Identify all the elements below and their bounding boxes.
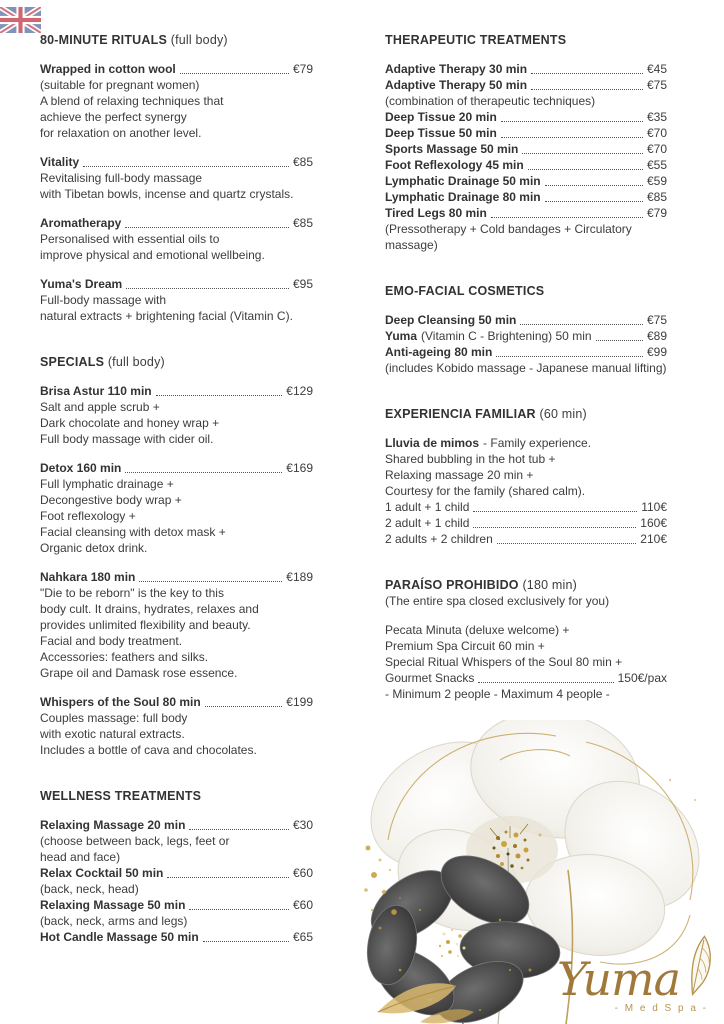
desc-text: Shared bubbling in the hot tub +: [385, 452, 556, 466]
dotted-leader: [125, 472, 282, 473]
item-description-line: [40, 77, 313, 93]
item-name: Deep Cleansing 50 min: [385, 313, 517, 327]
item-name: Relaxing Massage 20 min: [40, 818, 186, 832]
brand-logo: [557, 932, 718, 1014]
desc-text: Facial and body treatment.: [40, 634, 183, 648]
menu-item: [40, 865, 313, 881]
desc-text: body cult. It drains, hydrates, relaxes and: [40, 602, 259, 616]
item-name: Vitality: [40, 155, 80, 169]
section-title-suffix: (180 min): [522, 578, 578, 592]
item-name: 1 adult + 1 child: [385, 500, 470, 514]
item-description-line: [40, 508, 313, 524]
dotted-leader: [139, 581, 282, 582]
item-description-line: [40, 247, 313, 263]
item-description-line: [40, 492, 313, 508]
item-description-line: [385, 360, 667, 376]
item-description-line: [40, 726, 313, 742]
item-price: €59: [646, 174, 667, 188]
item-price: €30: [292, 818, 313, 832]
item-price: €70: [646, 126, 667, 140]
logo-wordmark: Yuma: [556, 951, 680, 1006]
desc-text: Grape oil and Damask rose essence.: [40, 666, 238, 680]
menu-item: [385, 173, 667, 189]
dotted-leader: [203, 941, 289, 942]
dotted-leader: [189, 829, 289, 830]
desc-text: (The entire spa closed exclusively for you): [385, 594, 610, 608]
menu-item: [385, 499, 667, 515]
menu-item: [40, 276, 313, 292]
item-price: €85: [646, 190, 667, 204]
desc-text: (suitable for pregnant women): [40, 78, 200, 92]
dotted-leader: [125, 227, 289, 228]
section-title-text: SPECIALS: [40, 355, 105, 369]
desc-text: Revitalising full-body massage: [40, 171, 203, 185]
menu-right-column: [385, 32, 667, 732]
desc-text: Includes a bottle of cava and chocolates.: [40, 743, 257, 757]
item-description-line: [385, 451, 667, 467]
item-name: Aromatherapy: [40, 216, 122, 230]
section-title-suffix: (full body): [107, 355, 165, 369]
item-price: €65: [292, 930, 313, 944]
item-description-line: [40, 170, 313, 186]
item-description-line: [385, 593, 667, 609]
section-paraiso-prohibido: [385, 577, 667, 702]
item-description-line: [385, 221, 667, 237]
item-description-line: [40, 231, 313, 247]
item-price: €70: [646, 142, 667, 156]
dotted-leader: [596, 340, 643, 341]
item-name: 2 adult + 1 child: [385, 516, 470, 530]
dotted-leader: [156, 395, 283, 396]
desc-text: for relaxation on another level.: [40, 126, 202, 140]
item-description-line: [40, 524, 313, 540]
dotted-leader: [545, 201, 643, 202]
section-title-suffix: (full body): [170, 33, 228, 47]
item-description-line: [40, 431, 313, 447]
section-title-text: EMO-FACIAL COSMETICS: [385, 284, 545, 298]
desc-text: achieve the perfect synergy: [40, 110, 187, 124]
menu-item: [385, 515, 667, 531]
dotted-leader: [167, 877, 289, 878]
item-description-line: [40, 742, 313, 758]
item-description-line: [40, 833, 313, 849]
menu-item: [385, 312, 667, 328]
section-title-text: 80-MINUTE RITUALS: [40, 33, 168, 47]
item-price: €79: [646, 206, 667, 220]
section-specials: [40, 354, 313, 758]
item-description-line: [40, 601, 313, 617]
item-name: Yuma: [385, 329, 418, 343]
item-description-line: [40, 476, 313, 492]
dotted-leader: [528, 169, 643, 170]
item-name: Deep Tissue 50 min: [385, 126, 497, 140]
dotted-leader: [520, 324, 643, 325]
item-price: €89: [646, 329, 667, 343]
item-price: 210€: [640, 532, 667, 546]
desc-text: - Minimum 2 people - Maximum 4 people -: [385, 687, 610, 701]
item-name: Hot Candle Massage 50 min: [40, 930, 199, 944]
desc-text: (Pressotherapy + Cold bandages + Circulatory: [385, 222, 632, 236]
dotted-leader: [83, 166, 289, 167]
menu-item: [385, 125, 667, 141]
desc-text: (back, neck, arms and legs): [40, 914, 188, 928]
desc-text: Salt and apple scrub +: [40, 400, 160, 414]
menu-item: [385, 670, 667, 686]
section-title-text: WELLNESS TREATMENTS: [40, 789, 202, 803]
item-price: €189: [286, 570, 313, 584]
section-title: [385, 283, 667, 299]
item-name: Sports Massage 50 min: [385, 142, 519, 156]
item-price: €75: [646, 313, 667, 327]
item-price: €79: [292, 62, 313, 76]
dotted-leader: [473, 527, 636, 528]
section-title-text: PARAÍSO PROHIBIDO: [385, 578, 519, 592]
desc-text: (combination of therapeutic techniques): [385, 94, 596, 108]
item-description-line: [385, 686, 667, 702]
item-description-line: [40, 649, 313, 665]
section-experiencia-familiar: [385, 406, 667, 547]
item-price: €35: [646, 110, 667, 124]
item-price: €85: [292, 155, 313, 169]
section-title: [40, 354, 313, 370]
menu-item: [40, 694, 313, 710]
desc-text: Pecata Minuta (deluxe welcome) +: [385, 623, 570, 637]
dotted-leader: [491, 217, 643, 218]
desc-text: provides unlimited flexibility and beauty.: [40, 618, 251, 632]
item-name: Whispers of the Soul 80 min: [40, 695, 201, 709]
item-price: €169: [286, 461, 313, 475]
section-title-suffix: (60 min): [539, 407, 587, 421]
desc-text: Accessories: feathers and silks.: [40, 650, 209, 664]
desc-text: improve physical and emotional wellbeing.: [40, 248, 265, 262]
dotted-leader: [478, 682, 613, 683]
item-description-line: [40, 540, 313, 556]
section-title-text: EXPERIENCIA FAMILIAR: [385, 407, 536, 421]
item-name: Lymphatic Drainage 80 min: [385, 190, 541, 204]
desc-text: A blend of relaxing techniques that: [40, 94, 224, 108]
desc-text: Couples massage: full body: [40, 711, 188, 725]
dotted-leader: [531, 89, 643, 90]
menu-item: [385, 435, 667, 451]
desc-text: "Die to be reborn" is the key to this: [40, 586, 224, 600]
menu-item: [385, 61, 667, 77]
item-description-line: [385, 654, 667, 670]
item-description-line: [385, 237, 667, 253]
item-description-line: [40, 849, 313, 865]
item-price: 150€/pax: [617, 671, 667, 685]
desc-text: Dark chocolate and honey wrap +: [40, 416, 220, 430]
menu-item: [385, 141, 667, 157]
logo-tagline: - M e d S p a -: [614, 1003, 708, 1014]
desc-text: Decongestive body wrap +: [40, 493, 182, 507]
item-name: Nahkara 180 min: [40, 570, 136, 584]
item-description-line: [40, 633, 313, 649]
desc-text: Relaxing massage 20 min +: [385, 468, 534, 482]
feather-icon: [669, 929, 724, 1002]
section-title: [385, 577, 667, 593]
item-description-line: [40, 93, 313, 109]
desc-text: Full-body massage with: [40, 293, 167, 307]
desc-text: massage): [385, 238, 438, 252]
desc-text: Personalised with essential oils to: [40, 232, 220, 246]
item-name: Foot Reflexology 45 min: [385, 158, 524, 172]
item-description-line: [40, 292, 313, 308]
menu-item: [385, 189, 667, 205]
desc-text: Full lymphatic drainage +: [40, 477, 174, 491]
desc-text: with Tibetan bowls, incense and quartz crystals.: [40, 187, 294, 201]
item-description-line: [40, 109, 313, 125]
section-title: [40, 788, 313, 804]
item-name: Yuma's Dream: [40, 277, 123, 291]
desc-text: Full body massage with cider oil.: [40, 432, 214, 446]
dotted-leader: [205, 706, 283, 707]
desc-text: Foot reflexology +: [40, 509, 136, 523]
dotted-leader: [545, 185, 643, 186]
menu-item: [385, 205, 667, 221]
section-title: [385, 406, 667, 422]
item-description-line: [385, 467, 667, 483]
menu-item: [40, 817, 313, 833]
item-price: €99: [646, 345, 667, 359]
item-price: €60: [292, 898, 313, 912]
section-title-text: THERAPEUTIC TREATMENTS: [385, 33, 567, 47]
uk-flag-icon: [0, 7, 41, 33]
item-name: Anti-ageing 80 min: [385, 345, 493, 359]
menu-item: [385, 109, 667, 125]
item-name: Relaxing Massage 50 min: [40, 898, 186, 912]
menu-item: [385, 531, 667, 547]
item-name: 2 adults + 2 children: [385, 532, 493, 546]
desc-text: head and face): [40, 850, 121, 864]
desc-text: Courtesy for the family (shared calm).: [385, 484, 586, 498]
desc-text: with exotic natural extracts.: [40, 727, 185, 741]
section-title: [385, 32, 667, 48]
item-description-line: [385, 483, 667, 499]
item-name: Lluvia de mimos: [385, 436, 480, 450]
dotted-leader: [180, 73, 289, 74]
item-name: Relax Cocktail 50 min: [40, 866, 164, 880]
item-name: Adaptive Therapy 30 min: [385, 62, 528, 76]
item-name-suffix: - Family experience.: [483, 436, 592, 450]
menu-item: [40, 61, 313, 77]
dotted-leader: [522, 153, 643, 154]
menu-item: [40, 460, 313, 476]
item-name-suffix: (Vitamin C - Brightening) 50 min: [421, 329, 592, 343]
item-description-line: [40, 881, 313, 897]
menu-item: [40, 569, 313, 585]
item-price: 110€: [641, 500, 667, 514]
item-name: Detox 160 min: [40, 461, 122, 475]
dotted-leader: [189, 909, 289, 910]
item-name: Brisa Astur 110 min: [40, 384, 152, 398]
menu-item: [40, 897, 313, 913]
menu-item: [385, 344, 667, 360]
item-name: Wrapped in cotton wool: [40, 62, 176, 76]
item-description-line: [40, 913, 313, 929]
menu-left-column: [40, 32, 313, 975]
item-price: €75: [646, 78, 667, 92]
menu-item: [40, 154, 313, 170]
section-emo-facial-cosmetics: [385, 283, 667, 376]
item-description-line: [385, 93, 667, 109]
item-description-line: [40, 585, 313, 601]
menu-item: [40, 383, 313, 399]
item-description-line: [40, 125, 313, 141]
item-description-line: [40, 186, 313, 202]
desc-text: (choose between back, legs, feet or: [40, 834, 230, 848]
menu-item: [385, 77, 667, 93]
item-price: €45: [646, 62, 667, 76]
desc-text: Facial cleansing with detox mask +: [40, 525, 226, 539]
desc-text: Special Ritual Whispers of the Soul 80 min +: [385, 655, 623, 669]
desc-text: Premium Spa Circuit 60 min +: [385, 639, 545, 653]
item-description-line: [40, 665, 313, 681]
menu-item: [40, 215, 313, 231]
dotted-leader: [473, 511, 637, 512]
menu-item: [40, 929, 313, 945]
item-description-line: [40, 399, 313, 415]
section-title: [40, 32, 313, 48]
section-wellness-treatments: [40, 788, 313, 945]
item-description-line: [385, 622, 667, 638]
item-price: €85: [292, 216, 313, 230]
item-name: Deep Tissue 20 min: [385, 110, 497, 124]
dotted-leader: [531, 73, 643, 74]
dotted-leader: [501, 121, 643, 122]
desc-text: natural extracts + brightening facial (Vitamin C).: [40, 309, 293, 323]
item-price: €95: [292, 277, 313, 291]
item-price: €55: [646, 158, 667, 172]
menu-item: [385, 328, 667, 344]
item-price: €129: [286, 384, 313, 398]
item-price: €199: [286, 695, 313, 709]
item-description-line: [40, 415, 313, 431]
item-description-line: [40, 308, 313, 324]
desc-text: (includes Kobido massage - Japanese manual lifting): [385, 361, 667, 375]
item-name: Gourmet Snacks: [385, 671, 475, 685]
section-80-minute-rituals: [40, 32, 313, 324]
dotted-leader: [497, 543, 637, 544]
dotted-leader: [501, 137, 643, 138]
item-description-line: [40, 710, 313, 726]
desc-text: (back, neck, head): [40, 882, 139, 896]
section-therapeutic-treatments: [385, 32, 667, 253]
item-price: €60: [292, 866, 313, 880]
item-description-line: [385, 638, 667, 654]
desc-text: Organic detox drink.: [40, 541, 148, 555]
item-description-line: [40, 617, 313, 633]
item-price: 160€: [640, 516, 667, 530]
dotted-leader: [496, 356, 643, 357]
dotted-leader: [126, 288, 289, 289]
menu-item: [385, 157, 667, 173]
item-name: Lymphatic Drainage 50 min: [385, 174, 541, 188]
item-name: Adaptive Therapy 50 min: [385, 78, 528, 92]
item-name: Tired Legs 80 min: [385, 206, 487, 220]
